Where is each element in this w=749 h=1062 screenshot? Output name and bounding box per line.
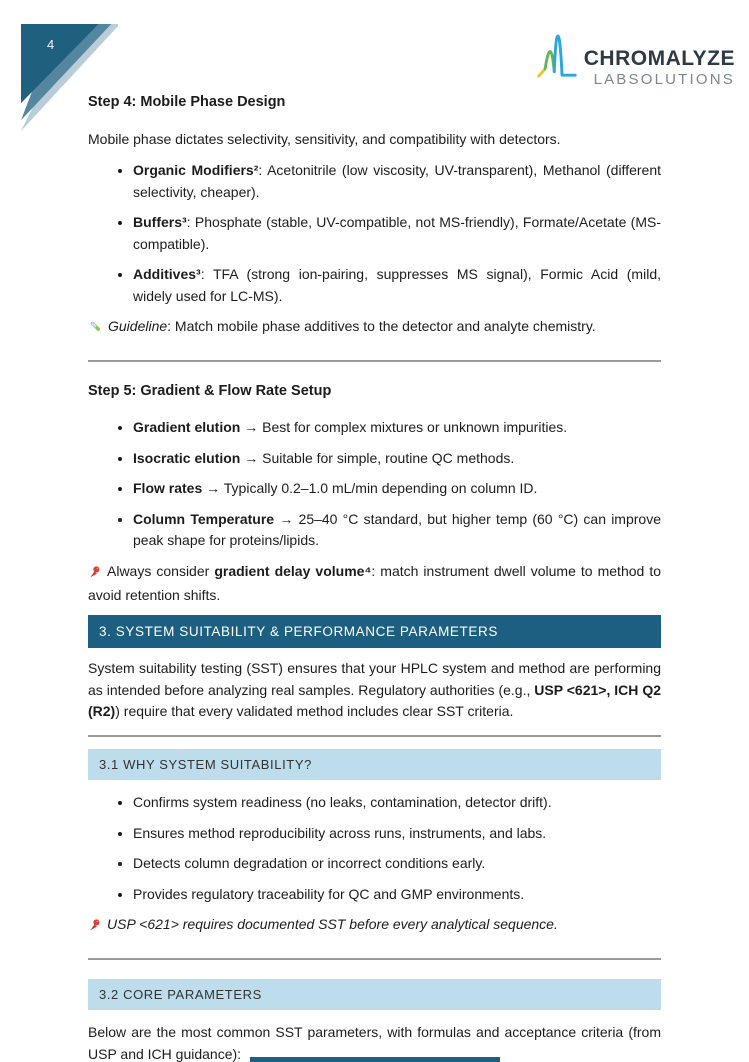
- list-item: • Flow rates → Typically 0.2–1.0 mL/min depending on column ID.: [133, 478, 661, 500]
- list-item: • Isocratic elution → Suitable for simple, routine QC methods.: [133, 448, 661, 470]
- company-logo: [536, 30, 735, 87]
- list-item: • Confirms system readiness (no leaks, contamination, detector drift).: [133, 792, 661, 814]
- pushpin-icon: [88, 917, 102, 939]
- section32-paragraph: Below are the most common SST parameters, with formulas and acceptance criteria (from USP and ICH guidance):: [88, 1024, 661, 1062]
- usp-note: USP <621> requires documented SST before every analytical sequence.: [88, 914, 661, 939]
- section-divider: [88, 360, 661, 362]
- list-item: • Gradient elution → Best for complex mixtures or unknown impurities.: [133, 417, 661, 439]
- section32-header: 3.2 CORE PARAMETERS: [88, 979, 661, 1011]
- step5-heading: Step 5: Gradient & Flow Rate Setup: [88, 382, 332, 399]
- logo-text: [584, 48, 735, 87]
- list-item: • Column Temperature → 25–40 °C standard, but higher temp (60 °C) can improve peak shape for proteins/lipids.: [133, 509, 661, 552]
- logo-name: CHROMALYZE: [583, 47, 735, 70]
- guideline-note: Guideline: Match mobile phase additives to the detector and analyte chemistry.: [88, 316, 661, 341]
- section-divider: [88, 735, 661, 737]
- step4-intro: Mobile phase dictates selectivity, sensitivity, and compatibility with detectors.: [88, 130, 561, 147]
- list-item: • Ensures method reproducibility across runs, instruments, and labs.: [133, 823, 661, 845]
- gradient-delay-note: Always consider gradient delay volume⁴: match instrument dwell volume to method to avoid retention shifts.: [88, 562, 662, 603]
- list-item: • Detects column degradation or incorrect conditions early.: [133, 853, 661, 875]
- document-content: [88, 92, 661, 1062]
- section3-header: 3. SYSTEM SUITABILITY & PERFORMANCE PARAMETERS: [88, 615, 661, 649]
- step5-bullet-list: [88, 417, 661, 552]
- list-item: • Provides regulatory traceability for QC and GMP environments.: [133, 884, 661, 906]
- guideline-label: Guideline: [108, 318, 168, 334]
- chromatogram-peaks-icon: [536, 30, 578, 87]
- step4-heading: Step 4: Mobile Phase Design: [88, 94, 286, 110]
- logo-subtitle: LABSOLUTIONS: [593, 71, 735, 88]
- list-item: • Additives³: TFA (strong ion-pairing, suppresses MS signal), Formic Acid (mild, widely used for LC-MS).: [133, 264, 661, 307]
- section-divider: [88, 958, 661, 960]
- test-tube-icon: [88, 319, 103, 341]
- list-item: • Organic Modifiers²: Acetonitrile (low viscosity, UV-transparent), Methanol (different selectivity, cheaper).: [133, 160, 661, 203]
- step4-bullet-list: [88, 160, 661, 307]
- page-number: 4: [47, 37, 55, 52]
- section3-paragraph: System suitability testing (SST) ensures that your HPLC system and method are performing as intended before analyzing real samples. Regulatory authorities (e.g., USP <621>, ICH Q2 (R2)) require that every validated method includes clear SST criteria.: [88, 660, 662, 719]
- pushpin-icon: [88, 564, 102, 586]
- list-item: • Buffers³: Phosphate (stable, UV-compatible, not MS-friendly), Formate/Acetate (MS-compatible).: [133, 212, 661, 255]
- next-table-edge: [250, 1057, 500, 1062]
- section31-header: 3.1 WHY SYSTEM SUITABILITY?: [88, 749, 661, 781]
- section31-bullet-list: [88, 792, 661, 905]
